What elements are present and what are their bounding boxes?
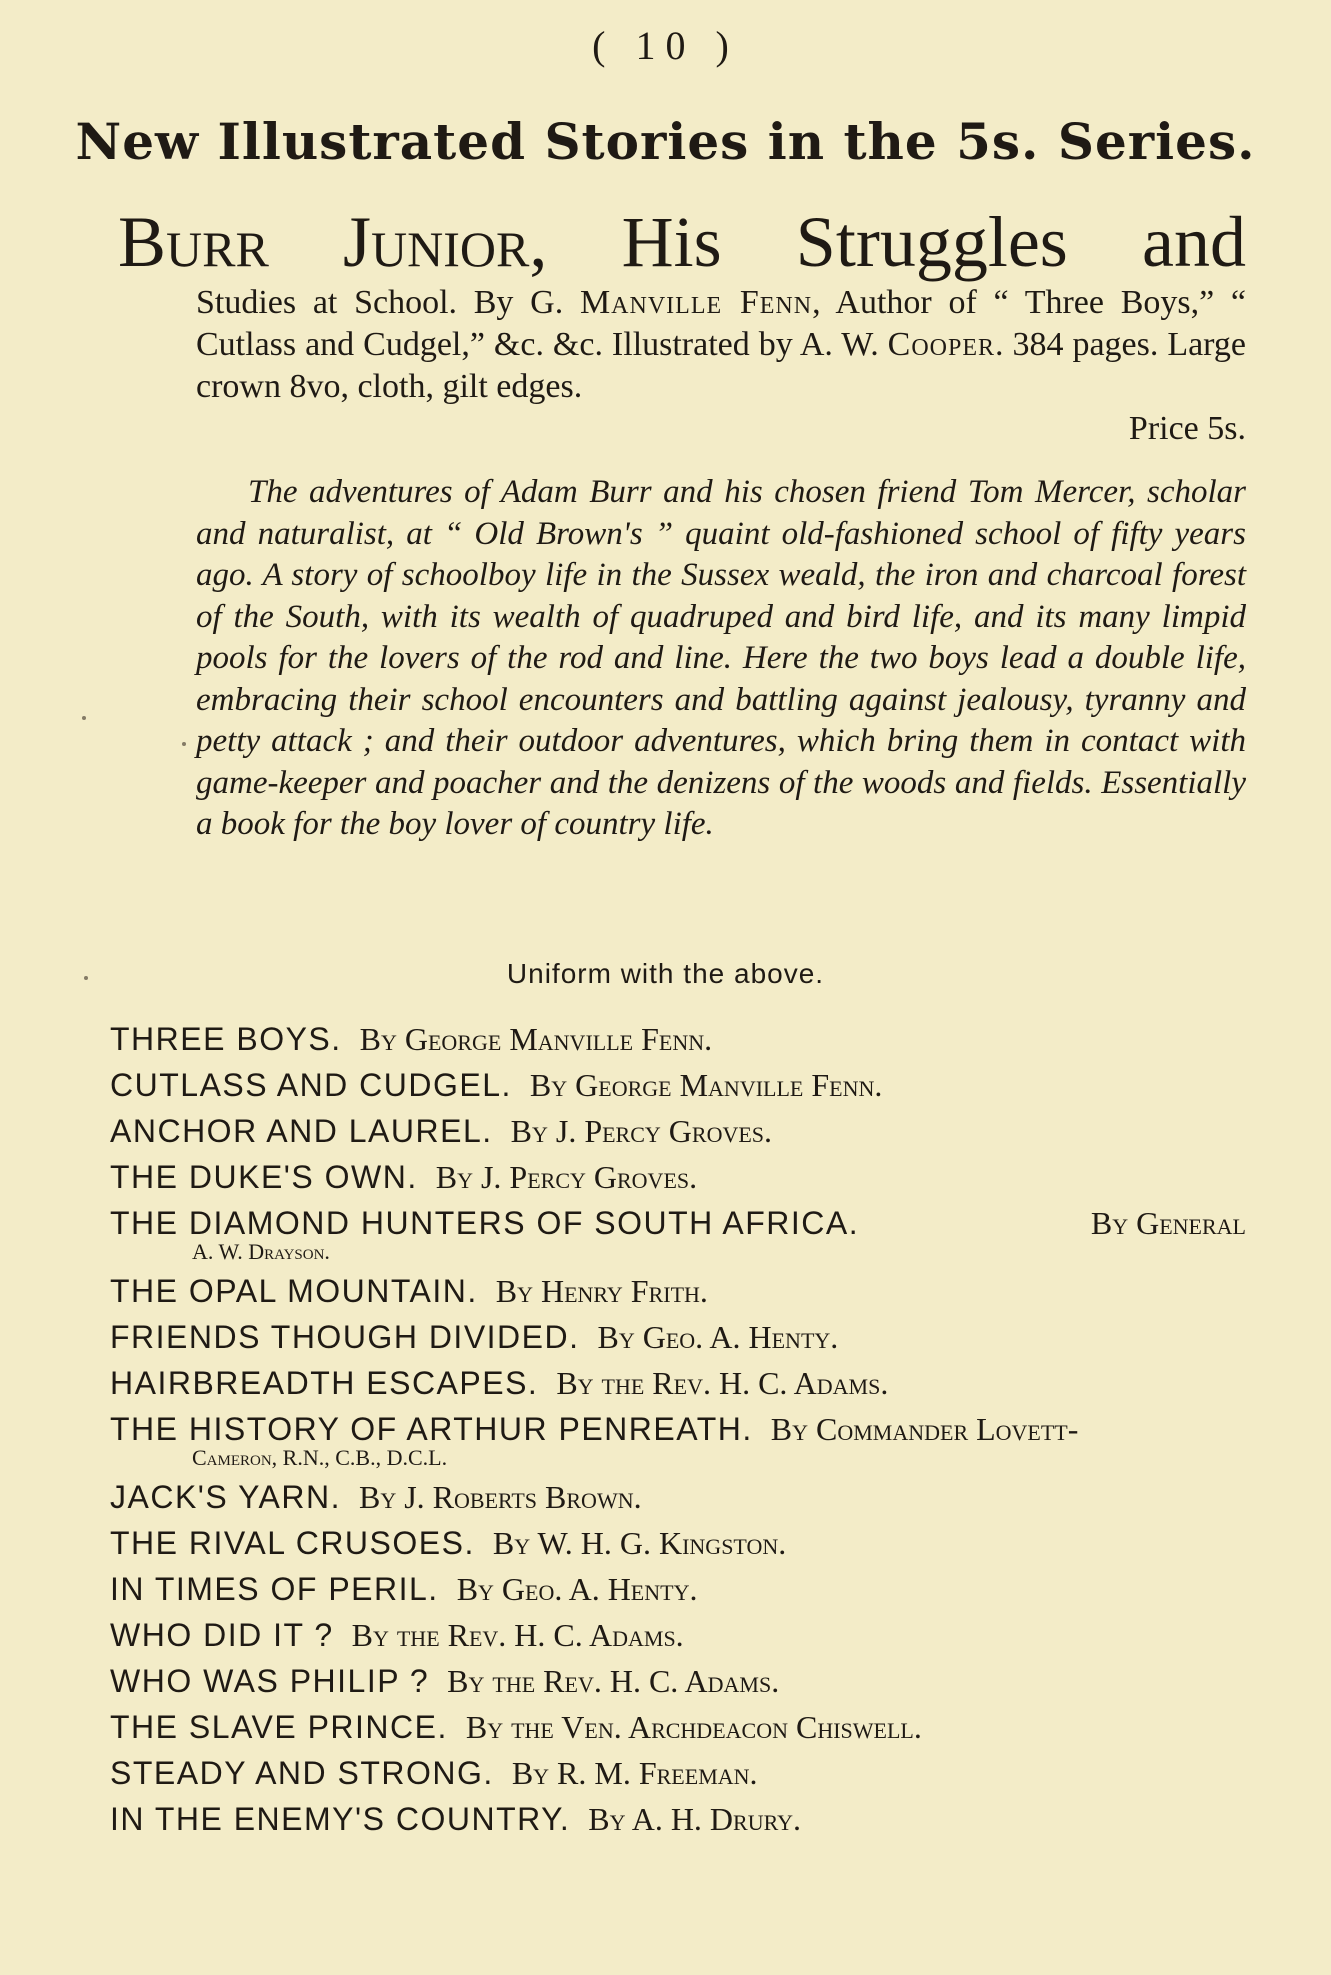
book-list-title: THE DIAMOND HUNTERS OF SOUTH AFRICA. (110, 1205, 860, 1241)
list-item (110, 1474, 1246, 1520)
book-list-title: IN TIMES OF PERIL. (110, 1571, 439, 1607)
book-list-byline: By Geo. A. Henty. (456, 1571, 698, 1607)
book-price: Price 5s. (1128, 410, 1246, 447)
book-list-byline: By George Manville Fenn. (359, 1021, 713, 1057)
book-list-title: THE SLAVE PRINCE. (110, 1709, 448, 1745)
book-list-title: THE RIVAL CRUSOES. (110, 1525, 475, 1561)
list-item (110, 1314, 1246, 1360)
paper-speck (84, 976, 88, 980)
list-item (110, 1154, 1246, 1200)
book-list-title: ANCHOR AND LAUREL. (110, 1113, 493, 1149)
book-list-title: THE DUKE'S OWN. (110, 1159, 418, 1195)
book-list-byline: By the Rev. H. C. Adams. (447, 1663, 780, 1699)
list-item (110, 1062, 1246, 1108)
list-item (110, 1658, 1246, 1704)
list-item (110, 1796, 1246, 1842)
book-list-byline: By R. M. Freeman. (511, 1755, 758, 1791)
author-name: Manville Fenn (579, 284, 813, 321)
book-list-byline: By Geo. A. Henty. (597, 1319, 839, 1355)
list-item (110, 1520, 1246, 1566)
book-list-title: CUTLASS AND CUDGEL. (110, 1067, 512, 1103)
title-word: Struggles (795, 202, 1068, 282)
book-list-title: JACK'S YARN. (110, 1479, 341, 1515)
list-item (110, 1108, 1246, 1154)
book-list-byline: By J. Percy Groves. (435, 1159, 698, 1195)
book-list-byline: By J. Roberts Brown. (358, 1479, 642, 1515)
desc-text: , Author of “ Three Boys,” “ Cutlass and Cudgel,” &c. &c. Illustrated by A. W. (196, 284, 1247, 363)
book-list-byline: By J. Percy Groves. (510, 1113, 773, 1149)
book-description (196, 282, 1246, 408)
list-item (110, 1612, 1246, 1658)
title-word: and (1142, 202, 1246, 282)
illustrator-name: Cooper (887, 326, 996, 363)
title-word: Burr (118, 202, 269, 282)
book-list-byline-continued: A. W. Drayson. (192, 1239, 330, 1264)
book-list-title: THE HISTORY OF ARTHUR PENREATH. (110, 1411, 753, 1447)
series-heading: New Illustrated Stories in the 5s. Series. (75, 112, 1256, 171)
book-list-title: STEADY AND STRONG. (110, 1755, 494, 1791)
book-blurb: The adventures of Adam Burr and his chosen friend Tom Mercer, scholar and naturalist, at “ Old Brown's ” quaint old-fashioned school of fifty years ago. A story of schoolboy life in the Sussex weald, the iron and charcoal forest of the South, with its wealth of quadruped and bird life, and its many limpid pools for the lovers of the rod and line. Here the two boys lead a double life, embracing their school encounters and battling against jealousy, tyranny and petty attack ; and their outdoor adventures, which bring them in contact with game-keeper and poacher and the denizens of the woods and fields. Essentially a book for the boy lover of country life. (196, 474, 1246, 842)
page-number: ( 10 ) (592, 23, 739, 68)
list-item (110, 1268, 1246, 1314)
paper-speck (82, 716, 86, 720)
book-list-byline: By W. H. G. Kingston. (492, 1525, 787, 1561)
book-title (118, 202, 1246, 282)
book-list-title: THREE BOYS. (110, 1021, 342, 1057)
list-item (110, 1566, 1246, 1612)
book-list-title: WHO DID IT ? (110, 1617, 334, 1653)
book-list-byline: By the Ven. Archdeacon Chiswell. (465, 1709, 922, 1745)
list-item (110, 1360, 1246, 1406)
book-list-title: HAIRBREADTH ESCAPES. (110, 1365, 539, 1401)
title-word: Junior, (343, 202, 548, 282)
list-item (110, 1412, 1246, 1470)
list-item (110, 1750, 1246, 1796)
book-list-byline: By George Manville Fenn. (529, 1067, 883, 1103)
book-list-title: IN THE ENEMY'S COUNTRY. (110, 1801, 571, 1837)
book-list-byline: By the Rev. H. C. Adams. (351, 1617, 684, 1653)
book-list-byline: By Henry Frith. (495, 1273, 708, 1309)
list-item (110, 1206, 1246, 1264)
desc-text: . 384 pages. Large crown 8vo, cloth, gilt edges. (196, 326, 1246, 405)
book-list-byline: By the Rev. H. C. Adams. (556, 1365, 889, 1401)
book-list-title: THE OPAL MOUNTAIN. (110, 1273, 478, 1309)
uniform-heading: Uniform with the above. (506, 958, 825, 989)
desc-text: Studies at School. By G. (196, 284, 580, 321)
book-list-title: FRIENDS THOUGH DIVIDED. (110, 1319, 580, 1355)
book-list-byline: By General (1090, 1205, 1246, 1241)
uniform-book-list (110, 1016, 1246, 1842)
book-list-title: WHO WAS PHILIP ? (110, 1663, 430, 1699)
list-item (110, 1016, 1246, 1062)
book-list-byline: By A. H. Drury. (588, 1801, 801, 1837)
book-list-byline-continued: Cameron, R.N., C.B., D.C.L. (192, 1445, 448, 1470)
paper-speck (182, 742, 186, 746)
list-item (110, 1704, 1246, 1750)
title-word: His (621, 202, 722, 282)
book-list-byline: By Commander Lovett- (770, 1411, 1079, 1447)
